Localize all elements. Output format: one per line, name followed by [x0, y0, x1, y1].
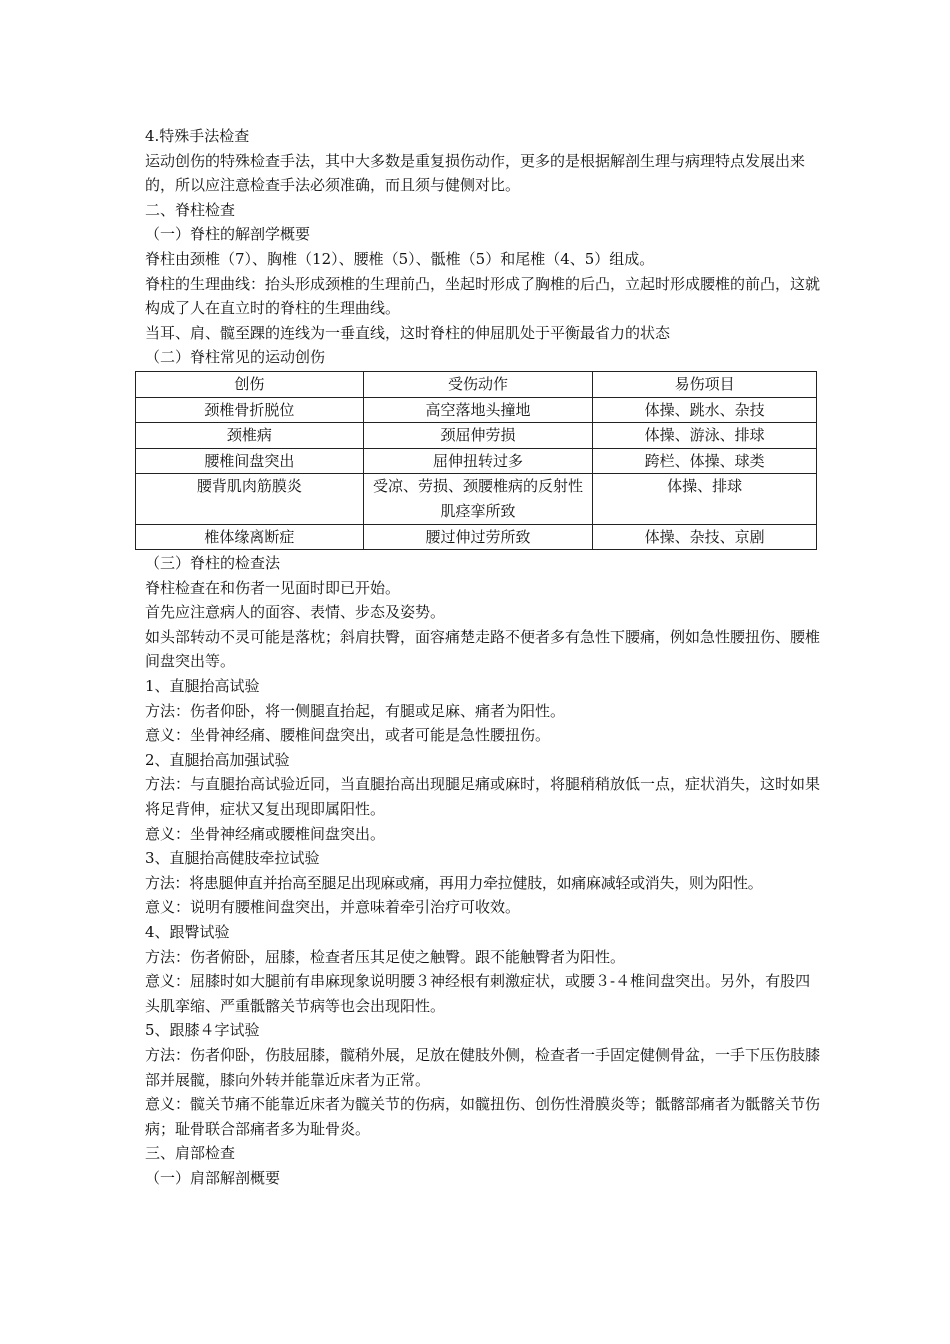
spine-injury-table [135, 371, 817, 550]
test-method: 方法：伤者仰卧，将一侧腿直抬起，有腿或足麻、痛者为阳性。 [145, 701, 566, 720]
table-cell: 体操、游泳、排球 [593, 423, 817, 449]
test-significance: 意义：说明有腰椎间盘突出，并意味着牵引治疗可收效。 [145, 898, 521, 917]
table-row [136, 524, 817, 550]
test-method: 方法：伤者俯卧，屈膝，检查者压其足使之触臀。跟不能触臀者为阳性。 [145, 947, 626, 966]
table-row [136, 423, 817, 449]
table-cell: 体操、杂技、京剧 [593, 524, 817, 550]
table-row [136, 448, 817, 474]
subheading-spine-anatomy: （一）脊柱的解剖学概要 [145, 225, 311, 244]
table-row [136, 397, 817, 423]
table-cell: 椎体缘离断症 [136, 524, 364, 550]
test-method: 方法：伤者仰卧，伤肢屈膝，髋稍外展，足放在健肢外侧，检查者一手固定健侧骨盆，一手下压伤肢膝部并展髋，膝向外转并能靠近床者为正常。 [145, 1045, 821, 1089]
table-row [136, 474, 817, 524]
table-header-row [136, 371, 817, 397]
paragraph-special-tests-intro: 运动创伤的特殊检查手法，其中大多数是重复损伤动作，更多的是根据解剖生理与病理特点发展出来的，所以应注意检查手法必须准确，而且须与健侧对比。 [145, 151, 806, 195]
test-heading-heel-buttock: 4、跟臀试验 [145, 923, 230, 941]
table-cell: 腰过伸过劳所致 [363, 524, 593, 550]
table-cell: 体操、跳水、杂技 [593, 397, 817, 423]
paragraph-exam-begins: 脊柱检查在和伤者一见面时即已开始。 [145, 578, 401, 597]
test-significance: 意义：坐骨神经痛或腰椎间盘突出。 [145, 824, 386, 843]
test-heading-figure-four: 5、跟膝４字试验 [145, 1021, 260, 1040]
section-heading-spine-exam: 二、脊柱检查 [145, 200, 236, 219]
table-header-cell: 易伤项目 [593, 371, 817, 397]
test-heading-slr-healthy-limb: 3、直腿抬高健肢牵拉试验 [145, 849, 320, 868]
table-cell: 腰背肌肉筋膜炎 [136, 474, 364, 524]
test-significance: 意义：坐骨神经痛、腰椎间盘突出，或者可能是急性腰扭伤。 [145, 726, 551, 745]
table-cell: 颈屈伸劳损 [363, 423, 593, 449]
table-header-cell: 受伤动作 [363, 371, 593, 397]
paragraph-vertical-line: 当耳、肩、髋至踝的连线为一垂直线，这时脊柱的伸屈肌处于平衡最省力的状态 [145, 323, 671, 342]
subheading-spine-exam-methods: （三）脊柱的检查法 [145, 554, 281, 573]
paragraph-physiological-curve: 脊柱的生理曲线：抬头形成颈椎的生理前凸，坐起时形成了胸椎的后凸，立起时形成腰椎的前凸，这就构成了人在直立时的脊柱的生理曲线。 [145, 274, 821, 318]
test-method: 方法：将患腿伸直并抬高至腿足出现麻或痛，再用力牵拉健肢，如痛麻减轻或消失，则为阳性。 [145, 873, 763, 892]
table-cell: 颈椎骨折脱位 [136, 397, 364, 423]
table-cell: 屈伸扭转过多 [363, 448, 593, 474]
subheading-shoulder-anatomy: （一）肩部解剖概要 [145, 1168, 281, 1187]
table-cell: 跨栏、体操、球类 [593, 448, 817, 474]
test-heading-straight-leg-raise: 1、直腿抬高试验 [145, 677, 260, 696]
test-significance: 意义：髋关节痛不能靠近床者为髋关节的伤病，如髋扭伤、创伤性滑膜炎等；骶髂部痛者为骶髂关节伤病；耻骨联合部痛者多为耻骨炎。 [145, 1095, 821, 1138]
section-heading-special-tests: 4.特殊手法检查 [145, 127, 250, 145]
section-heading-shoulder-exam: 三、肩部检查 [145, 1144, 236, 1163]
test-significance: 意义：屈膝时如大腿前有串麻现象说明腰３神经根有刺激症状，或腰３-４椎间盘突出。另外，有股四头肌挛缩、严重骶髂关节病等也会出现阳性。 [145, 972, 811, 1015]
table-cell: 体操、排球 [593, 474, 817, 524]
subheading-common-injuries: （二）脊柱常见的运动创伤 [145, 348, 326, 367]
test-heading-slr-reinforced: 2、直腿抬高加强试验 [145, 750, 290, 769]
test-method: 方法：与直腿抬高试验近同，当直腿抬高出现腿足痛或麻时，将腿稍稍放低一点，症状消失，这时如果将足背伸，症状又复出现即属阳性。 [145, 775, 821, 819]
paragraph-observation-examples: 如头部转动不灵可能是落枕；斜肩扶臀，面容痛楚走路不便者多有急性下腰痛，例如急性腰扭伤、腰椎间盘突出等。 [145, 627, 821, 671]
document-body [145, 124, 825, 1191]
paragraph-spine-composition: 脊柱由颈椎（7）、胸椎（12）、腰椎（5）、骶椎（5）和尾椎（4、5）组成。 [145, 249, 655, 268]
table-cell: 高空落地头撞地 [363, 397, 593, 423]
table-cell: 受凉、劳损、颈腰椎病的反射性肌痉挛所致 [363, 474, 593, 524]
table-header-cell: 创伤 [136, 371, 364, 397]
table-cell: 颈椎病 [136, 423, 364, 449]
table-cell: 腰椎间盘突出 [136, 448, 364, 474]
paragraph-observe-patient: 首先应注意病人的面容、表情、步态及姿势。 [145, 603, 446, 622]
